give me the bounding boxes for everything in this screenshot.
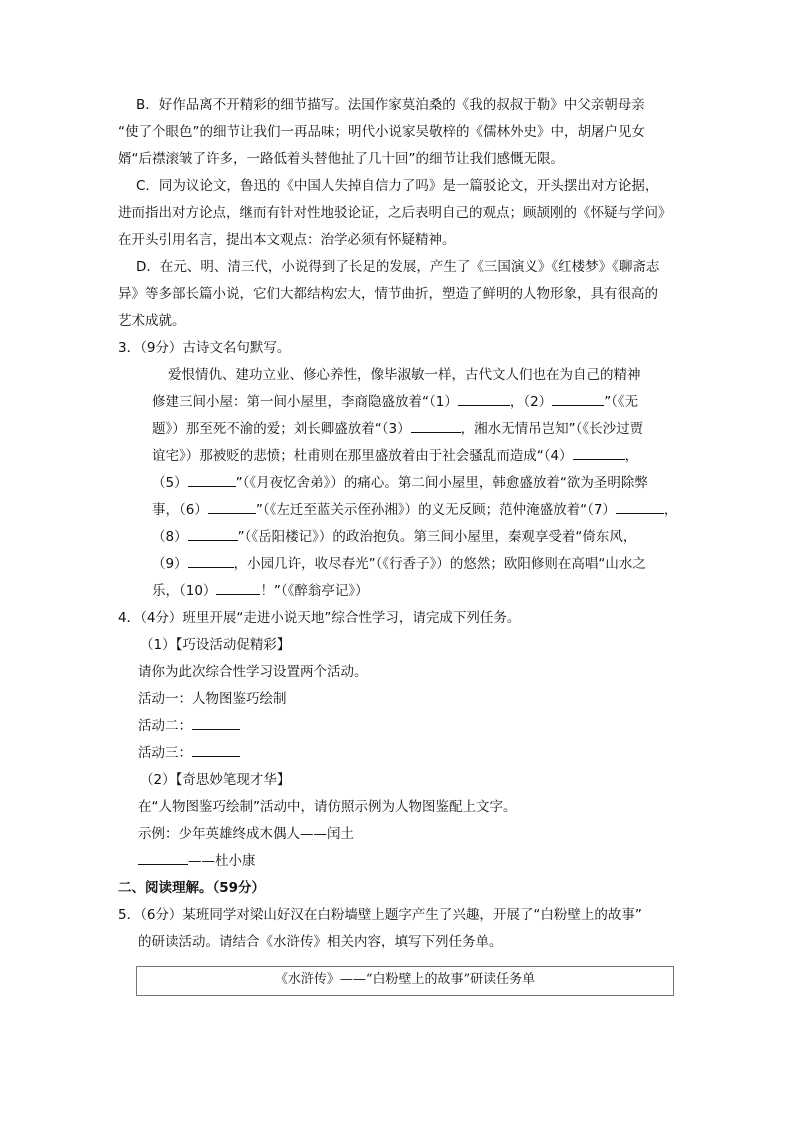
activity-3-blank[interactable] (192, 742, 240, 757)
answer-blank[interactable] (138, 850, 188, 865)
exam-page (118, 92, 678, 956)
blank-2[interactable] (552, 391, 604, 406)
question-5-line-1: 5．（6分）某班同学对梁山好汉在白粉墙壁上题字产生了兴趣，开展了“白粉壁上的故事” (118, 907, 642, 923)
section-2-heading: 二、阅读理解。（59分） (118, 880, 266, 896)
option-b-line-1: B．好作品离不开精彩的细节描写。法国作家莫泊桑的《我的叔叔于勒》中父亲朝母亲 (136, 97, 645, 113)
q4-sub-1: （1）【巧设活动促精彩】 (140, 637, 291, 653)
q3-passage-line-9: 乐，（10） ！”（《醉翁亭记》） (118, 578, 678, 605)
q3-passage-line-8: （9） ，小园几许，收尽春光”（《行香子》）的悠然；欧阳修则在高唱“山水之 (118, 551, 678, 578)
option-d-line-1: D．在元、明、清三代，小说得到了长足的发展，产生了《三国演义》《红楼梦》《聊斋志 (136, 259, 660, 275)
q4-activity-2: 活动二： (118, 713, 678, 740)
blank-9[interactable] (188, 553, 234, 568)
q3-passage-line-5: （5） ”（《月夜忆舍弟》）的痛心。第二间小屋里，韩愈盛放着“欲为圣明除弊 (118, 470, 678, 497)
blank-7[interactable] (616, 499, 664, 514)
blank-4[interactable] (573, 445, 625, 460)
option-c-line-2: 进而指出对方论点，继而有针对性地驳论证，之后表明自己的观点；顾颉刚的《怀疑与学问》 (118, 205, 672, 221)
activity-2-blank[interactable] (192, 715, 240, 730)
blank-3[interactable] (411, 418, 461, 433)
q3-passage-line-3: 题》）那至死不渝的爱；刘长卿盛放着“（3） ，湘水无情吊岂知”（《长沙过贾 (118, 416, 678, 443)
q3-passage-line-1: 爱恨情仇、建功立业、修心养性，像毕淑敏一样，古代文人们也在为自己的精神 (168, 367, 641, 383)
q4-answer-line: ——杜小康 (118, 848, 678, 875)
question-3-title: 3．（9分）古诗文名句默写。 (118, 340, 291, 356)
q3-passage-line-2: 修建三间小屋：第一间小屋里，李商隐盛放着“（1） ，（2） ”（《无 (118, 389, 678, 416)
q3-passage-line-6: 事，（6） ”（《左迁至蓝关示侄孙湘》）的义无反顾；范仲淹盛放着“（7） ， (118, 497, 678, 524)
q4-prompt-1: 请你为此次综合性学习设置两个活动。 (138, 664, 368, 680)
option-c-line-3: 在开头引用名言，提出本文观点：治学必须有怀疑精神。 (118, 232, 456, 248)
blank-5[interactable] (188, 472, 236, 487)
blank-8[interactable] (188, 526, 238, 541)
q4-sub-2: （2）【奇思妙笔现才华】 (140, 772, 291, 788)
question-4-title: 4．（4分）班里开展“走进小说天地”综合性学习，请完成下列任务。 (118, 610, 521, 626)
option-d-line-2: 异》等多部长篇小说，它们大都结构宏大，情节曲折，塑造了鲜明的人物形象，具有很高的 (118, 286, 658, 302)
q3-passage-line-7: （8） ”（《岳阳楼记》）的政治抱负。第三间小屋里，秦观享受着“倚东风， (118, 524, 678, 551)
q4-activity-1: 活动一：人物图鉴巧绘制 (138, 691, 287, 707)
q4-activity-3: 活动三： (118, 740, 678, 767)
option-b-line-2: “使了个眼色”的细节让我们一再品味；明代小说家吴敬梓的《儒林外史》中，胡屠户见女 (118, 124, 645, 140)
q4-prompt-2: 在“人物图鉴巧绘制”活动中，请仿照示例为人物图鉴配上文字。 (138, 799, 517, 815)
blank-10[interactable] (216, 580, 260, 595)
option-c-line-1: C．同为议论文，鲁迅的《中国人失掉自信力了吗》是一篇驳论文，开头摆出对方论据， (136, 178, 659, 194)
question-5-line-2: 的研读活动。请结合《水浒传》相关内容，填写下列任务单。 (138, 934, 503, 950)
blank-1[interactable] (458, 391, 510, 406)
task-sheet-table-header: 《水浒传》——“白粉壁上的故事”研读任务单 (136, 966, 674, 996)
option-b-line-3: 婿“后襟滚皱了许多，一路低着头替他扯了几十回”的细节让我们感慨无限。 (118, 151, 564, 167)
q4-example: 示例：少年英雄终成木偶人——闰土 (138, 826, 354, 842)
option-d-line-3: 艺术成就。 (118, 313, 186, 329)
blank-6[interactable] (208, 499, 256, 514)
q3-passage-line-4: 谊宅》）那被贬的悲愤；杜甫则在那里盛放着由于社会骚乱而造成“（4） ， (118, 443, 678, 470)
